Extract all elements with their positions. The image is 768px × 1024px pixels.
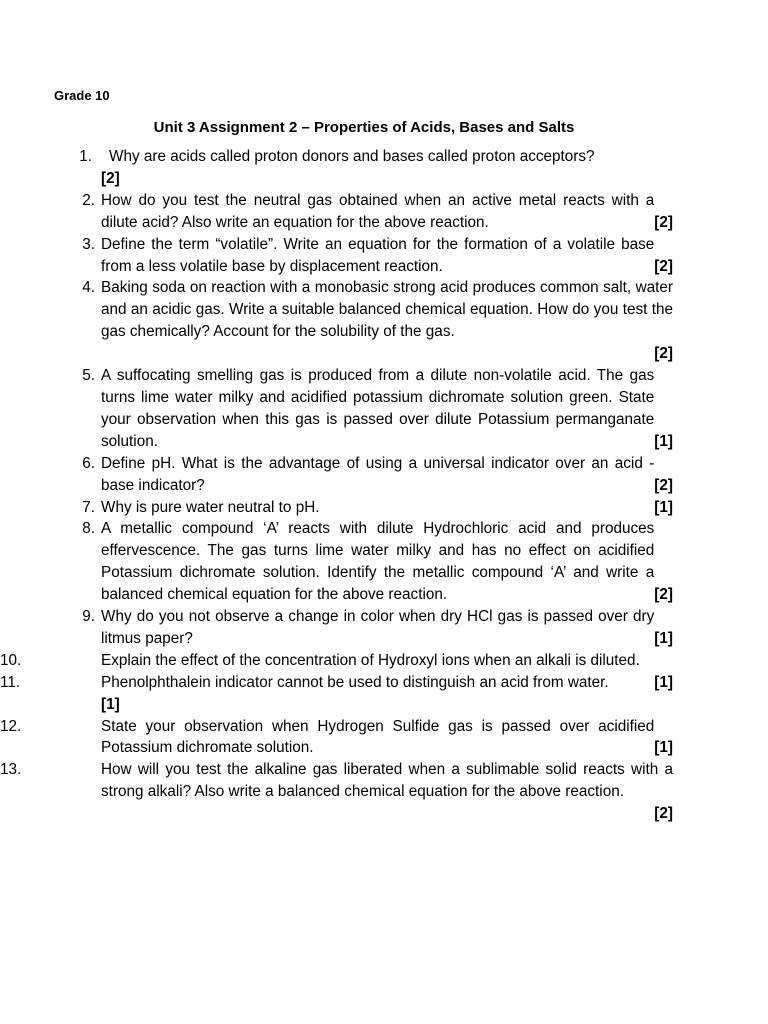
question-text: How will you test the alkaline gas liberated when a sublimable solid reacts with a strong alkali? Also write a balanced chemical equation for the above reaction.: [101, 761, 673, 801]
question-marks: [2]: [101, 169, 120, 187]
question-marks: [2]: [654, 213, 673, 231]
question-item: [0, 497, 673, 519]
question-item: [0, 234, 673, 278]
question-number: 6.: [82, 454, 95, 472]
question-text: Phenolphthalein indicator cannot be used to distinguish an acid from water.: [101, 673, 609, 691]
question-marks: [2]: [654, 345, 673, 363]
question-item: [0, 759, 673, 825]
question-item: [0, 277, 673, 365]
question-marks: [2]: [654, 805, 673, 823]
question-list: [0, 146, 768, 825]
question-marks: [1]: [654, 739, 673, 757]
question-text: How do you test the neutral gas obtained when an active metal reacts with a dilute acid? Also write an equation for the above reaction.: [101, 191, 655, 231]
question-text: Baking soda on reaction with a monobasic strong acid produces common salt, water and an acidic gas. Write a suitable balanced chemical equation. How do you test the gas chemically? Account for the solubility of the gas.: [101, 279, 673, 341]
question-item: [0, 365, 673, 453]
question-number: 5.: [82, 367, 95, 385]
question-number: 3.: [82, 235, 95, 253]
question-number: 13.: [0, 761, 22, 779]
question-number: 10.: [0, 651, 22, 669]
question-text: Why do you not observe a change in color when dry HCl gas is passed over dry litmus paper?: [101, 608, 655, 647]
question-number: 2.: [82, 191, 95, 209]
question-number: 8.: [82, 520, 95, 538]
question-marks: [2]: [654, 476, 673, 494]
question-item: [0, 606, 673, 650]
question-text: A metallic compound ‘A’ reacts with dilute Hydrochloric acid and produces effervescence. The gas turns lime water milky and has no effect on acidified Potassium dichromate solution. Identify the metallic compound ‘A’ and write a balanced chemical equation for the above reaction.: [101, 520, 655, 604]
assignment-title-text: Unit 3 Assignment 2 – Properties of Acids, Bases and Salts: [153, 119, 575, 136]
question-item: [0, 672, 673, 716]
question-marks: [1]: [654, 432, 673, 450]
question-marks: [2]: [654, 257, 673, 275]
question-marks: [1]: [654, 629, 673, 647]
question-item: [0, 190, 673, 234]
question-item: [0, 453, 673, 497]
question-text: A suffocating smelling gas is produced from a dilute non-volatile acid. The gas turns lime water milky and acidified potassium dichromate solution green. State your observation when this gas is passed over dilute Potassium permanganate solution.: [101, 367, 655, 450]
question-text: Explain the effect of the concentration of Hydroxyl ions when an alkali is diluted.: [101, 651, 640, 669]
question-number: 11.: [0, 673, 21, 691]
question-marks: [1]: [654, 498, 673, 516]
question-marks: [2]: [654, 586, 673, 604]
question-text: Define the term “volatile”. Write an equation for the formation of a volatile base from a less volatile base by displacement reaction.: [101, 235, 655, 275]
question-item: [0, 518, 673, 606]
question-number: 9.: [82, 608, 95, 626]
question-marks: [1]: [654, 673, 673, 691]
question-text: State your observation when Hydrogen Sulfide gas is passed over acidified Potassium dichromate solution.: [101, 717, 655, 757]
question-text: Why is pure water neutral to pH.: [101, 498, 320, 516]
question-marks: [1]: [101, 695, 120, 713]
question-number: 1.: [79, 148, 92, 165]
question-text: Why are acids called proton donors and bases called proton acceptors?: [109, 148, 595, 165]
question-number: 12.: [0, 717, 22, 735]
question-number: 4.: [82, 279, 95, 297]
question-number: 7.: [82, 498, 95, 516]
question-text: Define pH. What is the advantage of using a universal indicator over an acid - base indicator?: [101, 454, 655, 494]
grade-label: Grade 10: [54, 88, 110, 103]
question-item: [0, 146, 673, 190]
question-item: [0, 716, 673, 760]
assignment-title: [0, 118, 768, 138]
